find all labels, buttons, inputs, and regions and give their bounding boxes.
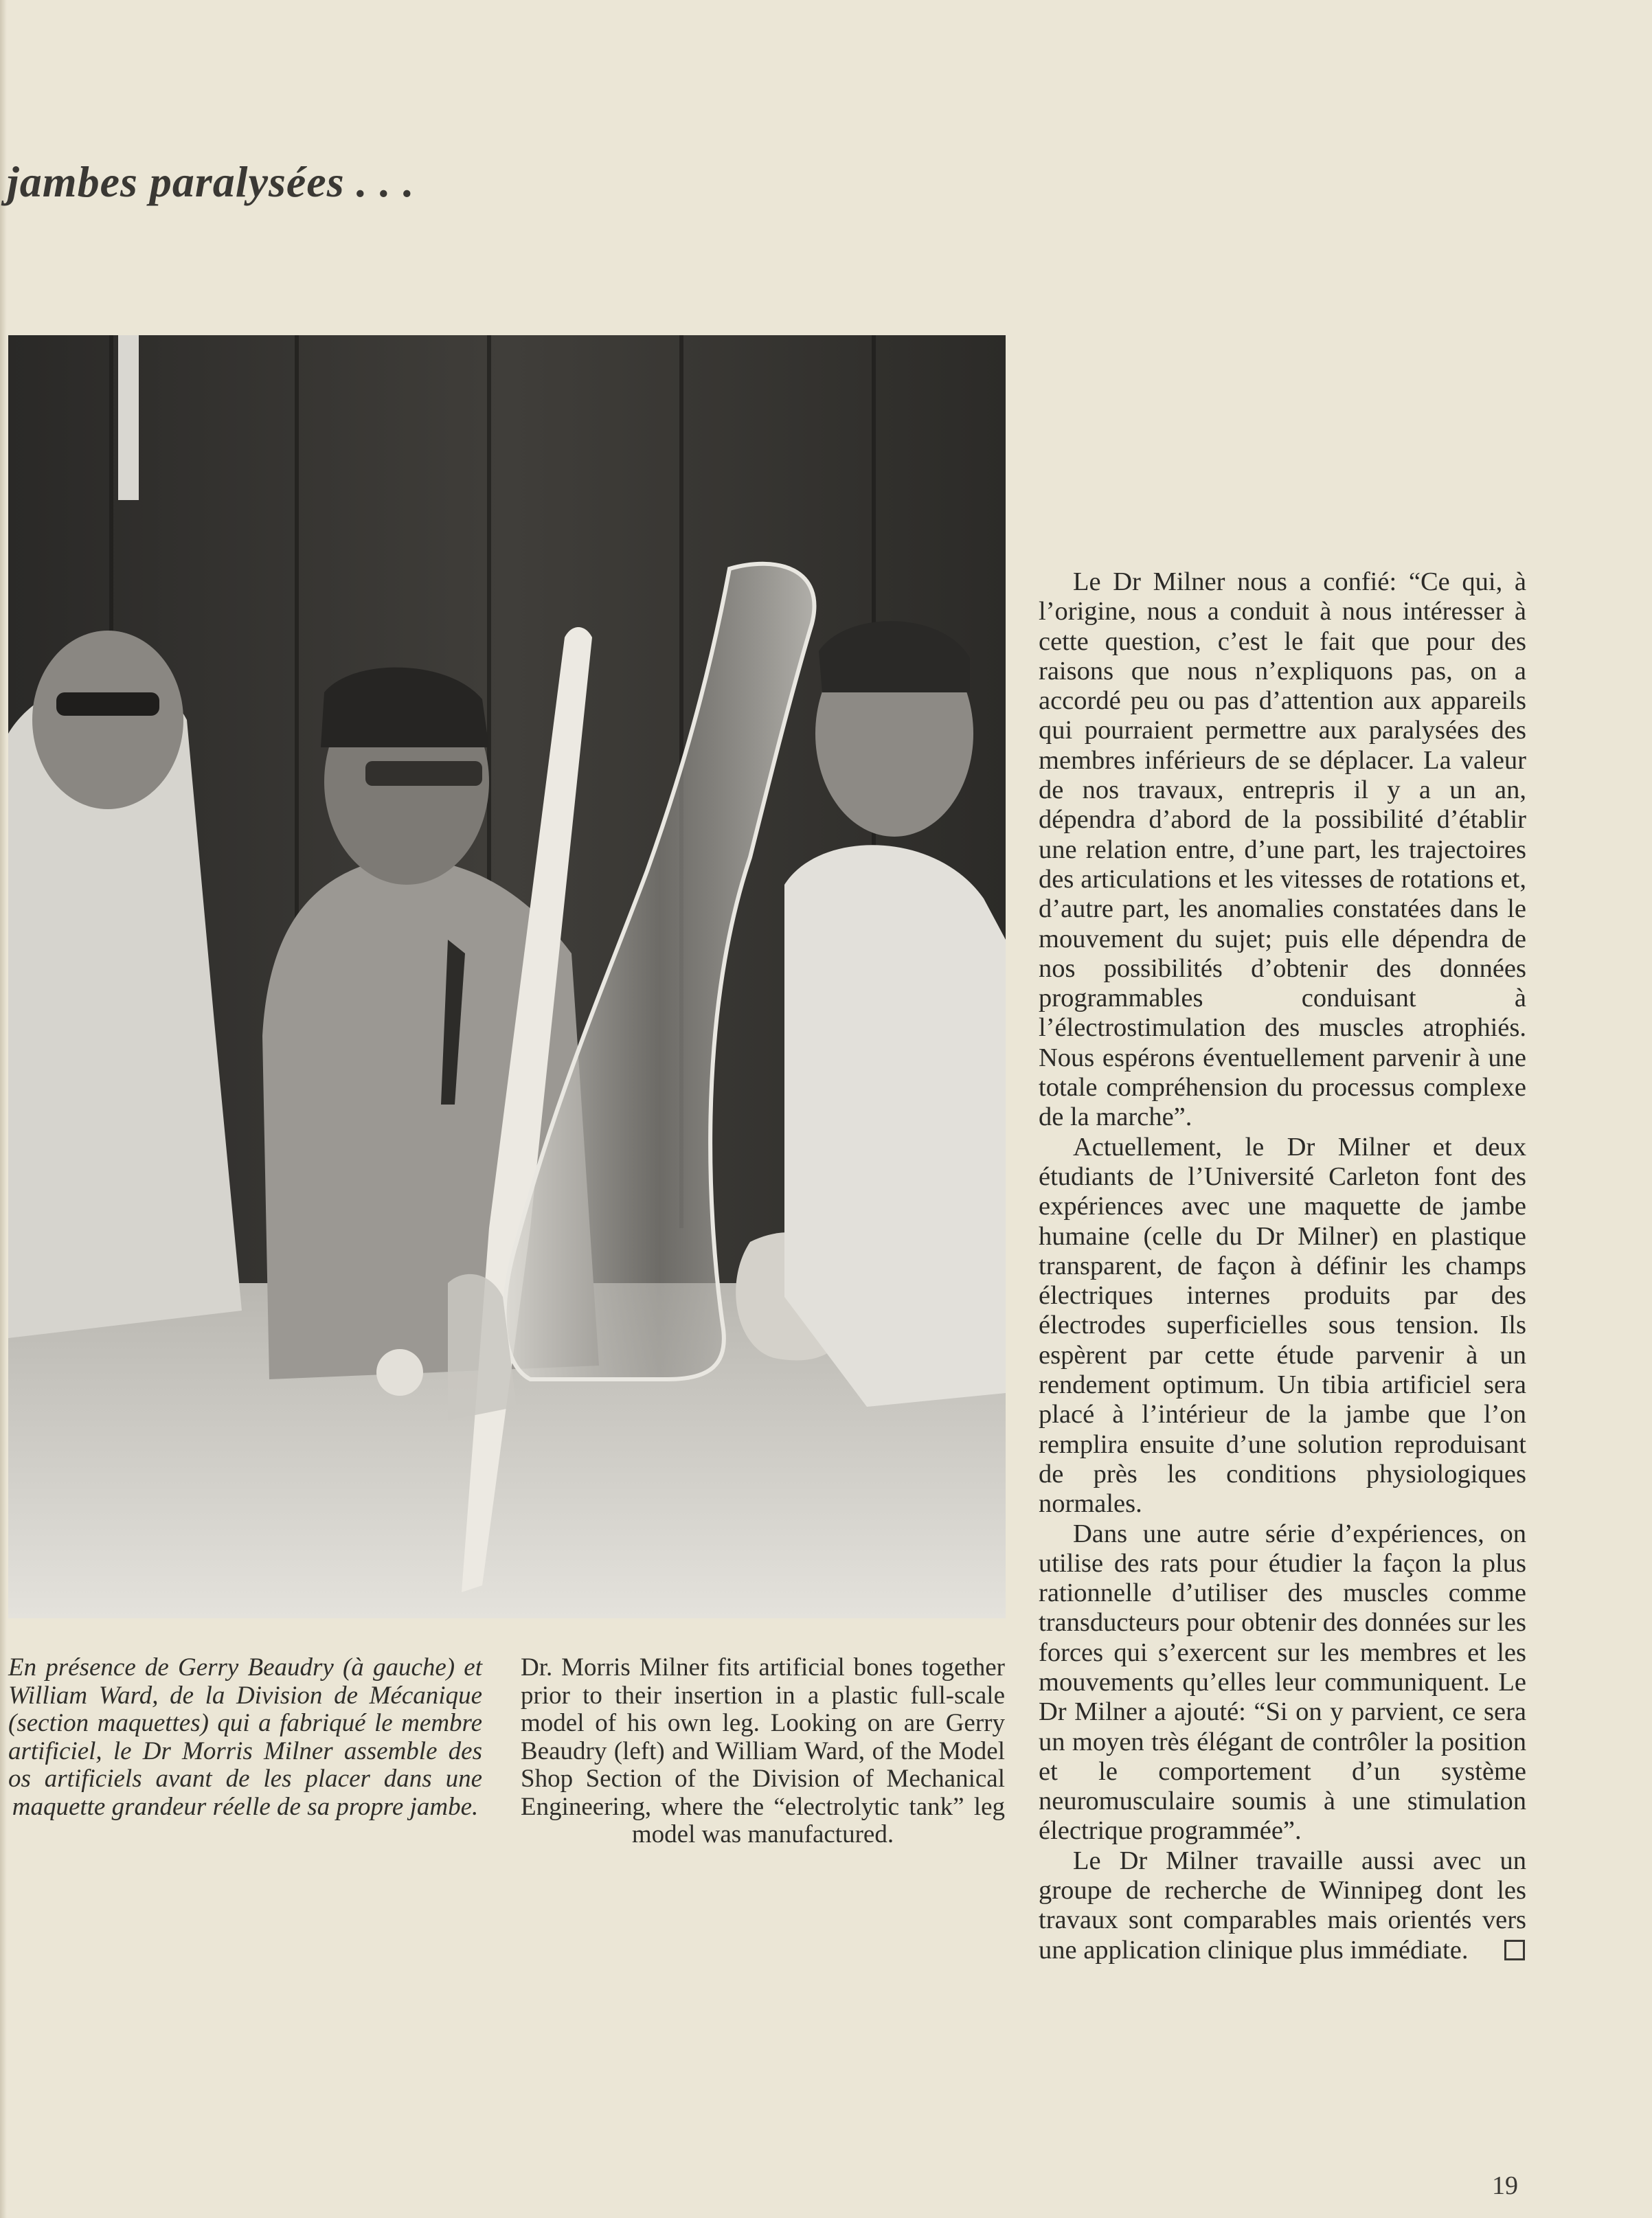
page-number: 19 xyxy=(1492,2171,1518,2200)
article-body xyxy=(1039,567,1526,1965)
paragraph-text: Le Dr Milner travaille aussi avec un groupe de recherche de Winnipeg dont les travaux sont comparables mais orientés vers une application clinique plus immédiate. xyxy=(1039,1846,1526,1965)
paragraph: Actuellement, le Dr Milner et deux étudiants de l’Université Carleton font des expériences avec une maquette de jambe humaine (celle du Dr Milner) en plastique transparent, de façon à définir les champs électriques internes produits par des électrodes superficielles sous tension. Ils espèrent par cette étude parvenir à un rendement optimum. Un tibia artificiel sera placé à l’intérieur de la jambe que l’on remplira ensuite d’une solution reproduisant de près les conditions physiologiques normales. xyxy=(1039,1132,1526,1519)
show-through-text xyxy=(522,137,1518,220)
caption-english: Dr. Morris Milner fits artificial bones together prior to their insertion in a plastic full-scale model of his own leg. Looking on are Gerry Beaudry (left) and William Ward, of the Model Shop Section of the Division of Mechanical Engineering, where the “electrolytic tank” leg model was manufactured. xyxy=(521,1653,1005,1848)
paragraph: Le Dr Milner nous a confié: “Ce qui, à l’origine, nous a conduit à nous intéresser à cette question, c’est le fait que pour des raisons que nous n’expliquons pas, on a accordé peu ou pas d’attention aux appareils qui pourraient permettre aux paralysées des membres inférieurs de se déplacer. La valeur de nos travaux, entrepris il y a un an, dépendra d’abord de la possibilité d’établir une relation entre, d’une part, les trajectoires des articulations et les vitesses de rotations et, d’autre part, les anomalies constatées dans le mouvement du sujet; puis elle dépendra de nos possibilités d’obtenir des données programmables conduisant à l’électrostimulation des muscles atrophiés. Nous espérons éventuellement parvenir à une totale compréhension du processus complexe de la marche”. xyxy=(1039,567,1526,1132)
paragraph xyxy=(1039,1846,1526,1965)
photograph xyxy=(8,335,1006,1618)
paragraph: Dans une autre série d’expériences, on utilise des rats pour étudier la façon la plus rationnelle d’utiliser des muscles comme transducteurs pour obtenir des données sur les forces qui s’exercent sur les membres et les mouvements qu’elles leur communiquent. Le Dr Milner a ajouté: “Si on y parvient, ce sera un moyen très élégant de contrôler la position et le comportement d’un système neuromusculaire soumis à une stimulation électrique programmée”. xyxy=(1039,1519,1526,1846)
article-title: jambes paralysées . . . xyxy=(7,157,415,206)
end-of-article-square-icon xyxy=(1504,1940,1525,1960)
caption-french: En présence de Gerry Beaudry (à gauche) et William Ward, de la Division de Mécanique (section maquettes) qui a fabriqué le membre artificiel, le Dr Morris Milner assemble des os artificiels avant de les placer dans une maquette grandeur réelle de sa propre jambe. xyxy=(8,1653,482,1821)
page-edge-shadow xyxy=(0,0,7,2218)
photo-illustration xyxy=(8,335,1006,1618)
